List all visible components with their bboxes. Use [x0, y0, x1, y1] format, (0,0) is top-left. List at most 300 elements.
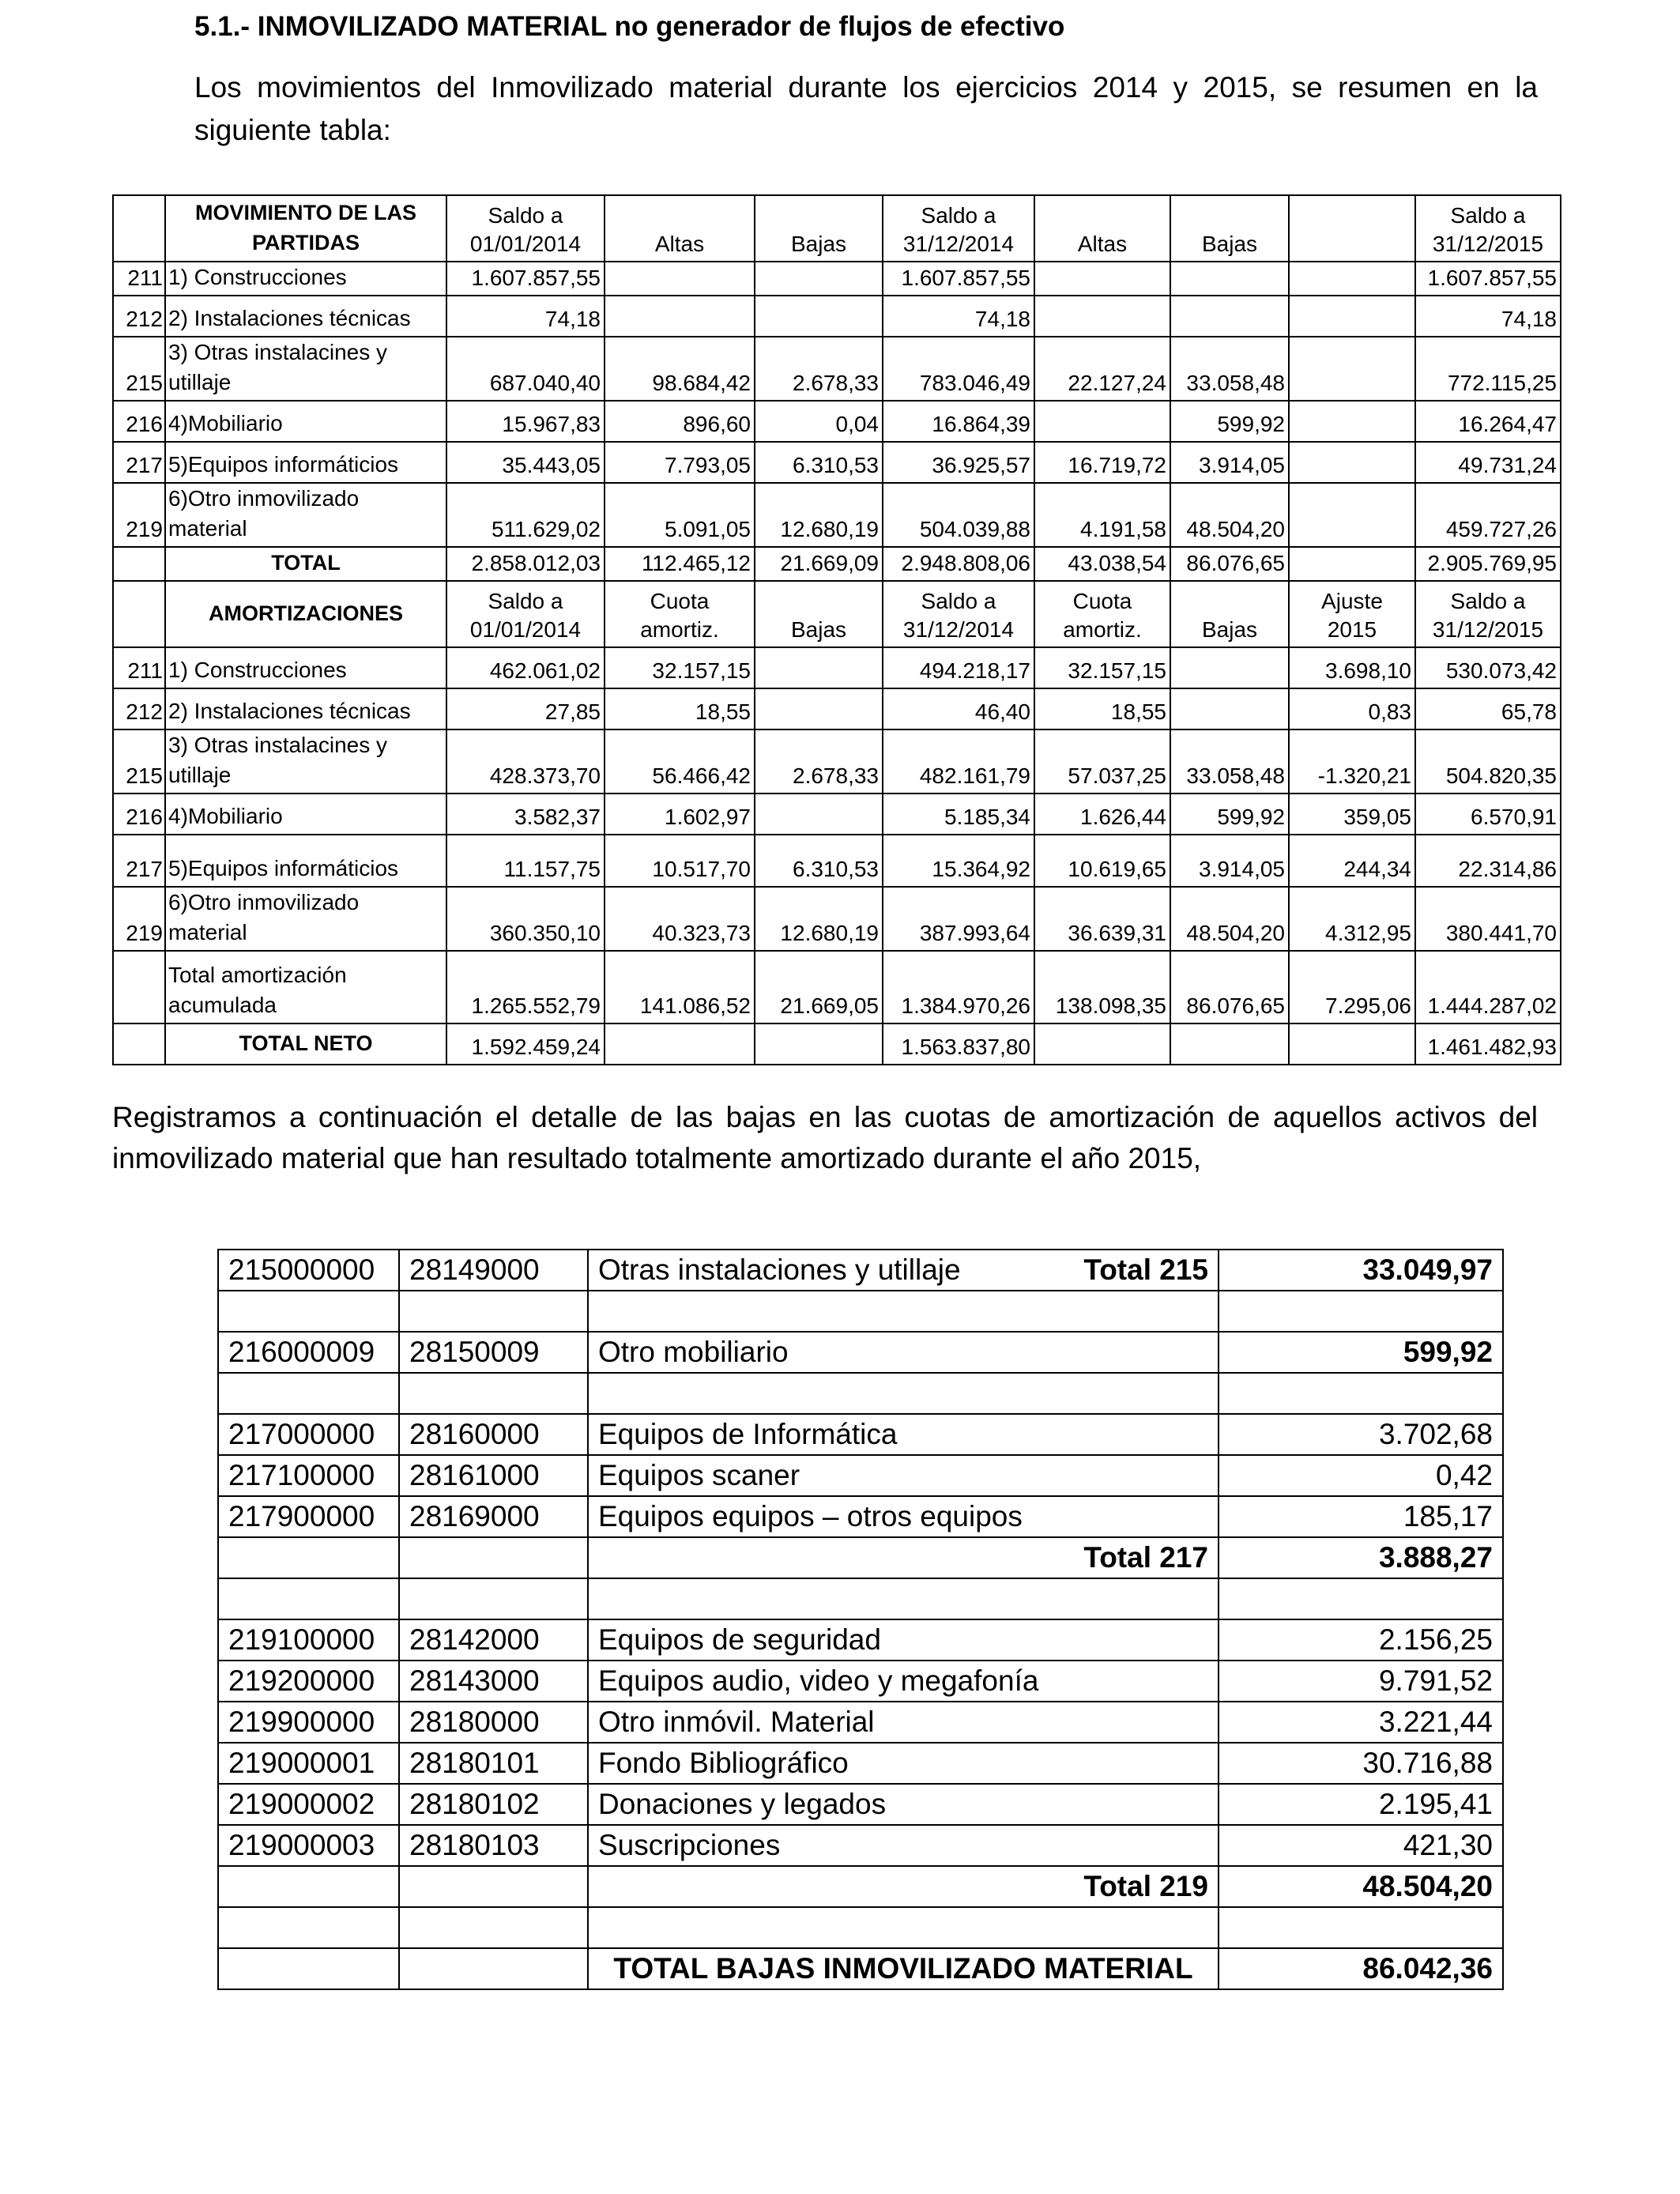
header-depreciation: [605, 581, 755, 647]
row-label: 3) Otras instalacines y utillaje: [165, 337, 446, 401]
list-item: [218, 1373, 1503, 1414]
row-value: 6.570,91: [1415, 794, 1561, 835]
row-value: 138.098,35: [1034, 951, 1170, 1023]
disposals-detail-table: [217, 1249, 1504, 1990]
description: [588, 1496, 1219, 1537]
row-value: [605, 262, 755, 296]
table-row: [113, 442, 1561, 483]
row-value: 6.310,53: [755, 835, 883, 887]
row-value: 599,92: [1170, 794, 1289, 835]
header-disposals: Bajas: [755, 581, 883, 647]
description: [588, 1825, 1219, 1866]
list-item: [218, 1250, 1503, 1291]
header-opening-balance: [446, 195, 605, 262]
row-value: 1.444.287,02: [1415, 951, 1561, 1023]
depreciation-account: 28142000: [399, 1619, 588, 1661]
row-label: 1) Construcciones: [165, 262, 446, 296]
header-empty: [1289, 195, 1415, 262]
description-text: Equipos scaner: [598, 1459, 800, 1491]
inline-total-label: Total 215: [1083, 1253, 1208, 1286]
row-value: 74,18: [446, 296, 605, 337]
list-item: [218, 1455, 1503, 1496]
description-text: TOTAL BAJAS INMOVILIZADO MATERIAL: [613, 1952, 1193, 1985]
amount: 3.702,68: [1219, 1414, 1503, 1455]
row-value: 15.967,83: [446, 401, 605, 442]
description: [588, 1332, 1219, 1373]
asset-account: 219200000: [218, 1661, 399, 1702]
row-value: 3.582,37: [446, 794, 605, 835]
table-row: [113, 951, 1561, 1023]
amount: 421,30: [1219, 1825, 1503, 1866]
row-value: 687.040,40: [446, 337, 605, 401]
depreciation-account: 28143000: [399, 1661, 588, 1702]
header-depreciation-2015: [1034, 581, 1170, 647]
asset-account: [218, 1948, 399, 1989]
header-depreciation-2015-line2: amortiz.: [1063, 617, 1142, 642]
row-value: 18,55: [605, 688, 755, 729]
row-value: 360.350,10: [446, 887, 605, 951]
row-value: [1170, 1023, 1289, 1065]
depreciation-account: [399, 1537, 588, 1578]
header-balance-2014-line1: Saldo a: [921, 203, 996, 228]
header-disposals-2015: Bajas: [1170, 195, 1289, 262]
depreciation-account: [399, 1291, 588, 1332]
account-code: 212: [113, 688, 165, 729]
header-balance-2015-line1: Saldo a: [1450, 589, 1526, 613]
list-item: [218, 1332, 1503, 1373]
asset-account: 219100000: [218, 1619, 399, 1661]
row-value: 141.086,52: [605, 951, 755, 1023]
amount: 0,42: [1219, 1455, 1503, 1496]
row-value: 11.157,75: [446, 835, 605, 887]
header-balance-2015-line1: Saldo a: [1450, 203, 1526, 228]
row-value: 1.607.857,55: [446, 262, 605, 296]
asset-account: [218, 1373, 399, 1414]
header-label: MOVIMIENTO DE LAS PARTIDAS: [165, 195, 446, 262]
header-balance-2014: [883, 195, 1034, 262]
row-value: 1.265.552,79: [446, 951, 605, 1023]
row-value: 48.504,20: [1170, 887, 1289, 951]
list-item: [218, 1496, 1503, 1537]
row-value: 459.727,26: [1415, 483, 1561, 547]
row-value: 12.680,19: [755, 887, 883, 951]
row-value: 504.820,35: [1415, 729, 1561, 794]
depreciation-account: 28169000: [399, 1496, 588, 1537]
row-value: [755, 794, 883, 835]
amount: 3.888,27: [1219, 1537, 1503, 1578]
account-code: 219: [113, 483, 165, 547]
description: [588, 1537, 1219, 1578]
description: [588, 1250, 1219, 1291]
row-value: 511.629,02: [446, 483, 605, 547]
row-value: 32.157,15: [605, 647, 755, 688]
header-adjustment-line1: Ajuste: [1321, 589, 1383, 613]
asset-account: 219900000: [218, 1702, 399, 1743]
header-balance-2015-line2: 31/12/2015: [1432, 232, 1544, 256]
row-value: 1.461.482,93: [1415, 1023, 1561, 1065]
account-code: [113, 951, 165, 1023]
row-label: Total amortización acumulada: [165, 951, 446, 1023]
section-title: 5.1.- INMOVILIZADO MATERIAL no generador de flujos de efectivo: [194, 11, 1065, 42]
row-value: [755, 1023, 883, 1065]
header-balance-2014-line2: 31/12/2014: [902, 232, 1015, 256]
row-value: 86.076,65: [1170, 951, 1289, 1023]
row-value: 7.793,05: [605, 442, 755, 483]
header-code: [113, 581, 165, 647]
row-value: 5.185,34: [883, 794, 1034, 835]
row-value: 10.619,65: [1034, 835, 1170, 887]
description: [588, 1784, 1219, 1825]
row-value: 35.443,05: [446, 442, 605, 483]
amount: 30.716,88: [1219, 1743, 1503, 1784]
row-value: 428.373,70: [446, 729, 605, 794]
header-adjustment-line2: 2015: [1327, 617, 1377, 642]
row-value: [1034, 401, 1170, 442]
row-value: 1.563.837,80: [883, 1023, 1034, 1065]
row-value: 56.466,42: [605, 729, 755, 794]
row-value: 1.592.459,24: [446, 1023, 605, 1065]
asset-account: [218, 1866, 399, 1907]
row-value: 10.517,70: [605, 835, 755, 887]
row-value: 36.925,57: [883, 442, 1034, 483]
amount: [1219, 1373, 1503, 1414]
account-code: 217: [113, 835, 165, 887]
asset-account: [218, 1578, 399, 1619]
account-code: [113, 547, 165, 581]
row-value: [1289, 401, 1415, 442]
amount: 2.156,25: [1219, 1619, 1503, 1661]
table-row: [113, 729, 1561, 794]
row-value: 49.731,24: [1415, 442, 1561, 483]
row-value: 112.465,12: [605, 547, 755, 581]
row-value: 0,83: [1289, 688, 1415, 729]
row-value: 0,04: [755, 401, 883, 442]
header-depreciation-2015-line1: Cuota: [1072, 589, 1132, 613]
row-value: 482.161,79: [883, 729, 1034, 794]
asset-account: 215000000: [218, 1250, 399, 1291]
row-value: 3.914,05: [1170, 442, 1289, 483]
row-value: 48.504,20: [1170, 483, 1289, 547]
row-value: [1289, 1023, 1415, 1065]
row-value: 3.698,10: [1289, 647, 1415, 688]
table-row: [113, 647, 1561, 688]
table-row: [113, 547, 1561, 581]
row-value: 74,18: [883, 296, 1034, 337]
description: [588, 1291, 1219, 1332]
row-value: 2.678,33: [755, 729, 883, 794]
account-code: 219: [113, 887, 165, 951]
row-value: 74,18: [1415, 296, 1561, 337]
row-value: 33.058,48: [1170, 729, 1289, 794]
row-value: [1289, 547, 1415, 581]
row-value: 380.441,70: [1415, 887, 1561, 951]
row-label: 5)Equipos informáticios: [165, 835, 446, 887]
row-value: [1034, 296, 1170, 337]
row-value: 4.312,95: [1289, 887, 1415, 951]
table-row: [113, 688, 1561, 729]
row-value: [1034, 1023, 1170, 1065]
row-value: 2.905.769,95: [1415, 547, 1561, 581]
row-value: [1289, 337, 1415, 401]
header-additions: Altas: [605, 195, 755, 262]
asset-account: 219000002: [218, 1784, 399, 1825]
account-code: 216: [113, 794, 165, 835]
row-value: [1289, 262, 1415, 296]
list-item: [218, 1825, 1503, 1866]
amount: 599,92: [1219, 1332, 1503, 1373]
description-text: Otras instalaciones y utillaje: [598, 1253, 961, 1286]
row-value: [1034, 262, 1170, 296]
row-value: 57.037,25: [1034, 729, 1170, 794]
depreciation-account: [399, 1866, 588, 1907]
header-opening-balance-line2: 01/01/2014: [469, 232, 582, 256]
row-value: 387.993,64: [883, 887, 1034, 951]
list-item: [218, 1619, 1503, 1661]
account-code: 212: [113, 296, 165, 337]
depreciation-account: 28160000: [399, 1414, 588, 1455]
table-row: [113, 296, 1561, 337]
row-value: 599,92: [1170, 401, 1289, 442]
row-value: 33.058,48: [1170, 337, 1289, 401]
description: [588, 1414, 1219, 1455]
list-item: [218, 1948, 1503, 1989]
row-label: 4)Mobiliario: [165, 401, 446, 442]
description: [588, 1661, 1219, 1702]
row-label: 2) Instalaciones técnicas: [165, 296, 446, 337]
table-row: [113, 483, 1561, 547]
amortizations-header-row: [113, 581, 1561, 647]
header-code: [113, 195, 165, 262]
row-value: 2.678,33: [755, 337, 883, 401]
depreciation-account: 28150009: [399, 1332, 588, 1373]
asset-account: 216000009: [218, 1332, 399, 1373]
description-text: Equipos audio, video y megafonía: [598, 1664, 1039, 1697]
row-value: 2.858.012,03: [446, 547, 605, 581]
row-value: 244,34: [1289, 835, 1415, 887]
table-row: [113, 887, 1561, 951]
list-item: [218, 1702, 1503, 1743]
amount: 48.504,20: [1219, 1866, 1503, 1907]
header-depreciation-line1: Cuota: [650, 589, 710, 613]
list-item: [218, 1537, 1503, 1578]
description-text: Equipos de seguridad: [598, 1623, 881, 1656]
row-label: 6)Otro inmovilizado material: [165, 483, 446, 547]
row-value: 18,55: [1034, 688, 1170, 729]
header-balance-2015: [1415, 195, 1561, 262]
account-code: 215: [113, 337, 165, 401]
row-value: [1170, 688, 1289, 729]
row-value: 3.914,05: [1170, 835, 1289, 887]
row-value: 1.626,44: [1034, 794, 1170, 835]
row-value: [1289, 442, 1415, 483]
header-balance-2015: [1415, 581, 1561, 647]
row-label: 1) Construcciones: [165, 647, 446, 688]
row-value: 36.639,31: [1034, 887, 1170, 951]
row-value: 12.680,19: [755, 483, 883, 547]
depreciation-account: 28161000: [399, 1455, 588, 1496]
description: [588, 1619, 1219, 1661]
depreciation-account: [399, 1907, 588, 1948]
header-adjustment: [1289, 581, 1415, 647]
row-value: [1289, 483, 1415, 547]
header-additions-2015: Altas: [1034, 195, 1170, 262]
row-value: 896,60: [605, 401, 755, 442]
depreciation-account: 28180102: [399, 1784, 588, 1825]
amount: 185,17: [1219, 1496, 1503, 1537]
row-value: 21.669,09: [755, 547, 883, 581]
asset-account: [218, 1907, 399, 1948]
movements-header-row: [113, 195, 1561, 262]
header-opening-balance-line1: Saldo a: [488, 203, 563, 228]
movements-table: [112, 194, 1561, 1065]
amount: [1219, 1907, 1503, 1948]
row-value: 359,05: [1289, 794, 1415, 835]
description: [588, 1948, 1219, 1989]
row-value: [755, 296, 883, 337]
description-text: Total 219: [1083, 1870, 1208, 1902]
amount: [1219, 1291, 1503, 1332]
row-value: 32.157,15: [1034, 647, 1170, 688]
row-value: 43.038,54: [1034, 547, 1170, 581]
depreciation-account: [399, 1948, 588, 1989]
row-label: 4)Mobiliario: [165, 794, 446, 835]
description-text: Suscripciones: [598, 1829, 781, 1861]
header-opening-balance-line2: 01/01/2014: [469, 617, 582, 642]
table-row: [113, 1023, 1561, 1065]
row-value: 22.127,24: [1034, 337, 1170, 401]
row-value: [1170, 262, 1289, 296]
row-value: 530.073,42: [1415, 647, 1561, 688]
amount: 2.195,41: [1219, 1784, 1503, 1825]
row-label: 3) Otras instalacines y utillaje: [165, 729, 446, 794]
table-row: [113, 337, 1561, 401]
row-label: 5)Equipos informáticios: [165, 442, 446, 483]
row-value: 783.046,49: [883, 337, 1034, 401]
asset-account: 217000000: [218, 1414, 399, 1455]
intro-paragraph: Los movimientos del Inmovilizado material durante los ejercicios 2014 y 2015, se resumen en la siguiente tabla:: [194, 71, 1538, 146]
header-opening-balance-line1: Saldo a: [488, 589, 563, 613]
depreciation-account: 28180000: [399, 1702, 588, 1743]
table-row: [113, 794, 1561, 835]
asset-account: 219000001: [218, 1743, 399, 1784]
description: [588, 1743, 1219, 1784]
account-code: 211: [113, 647, 165, 688]
row-value: 86.076,65: [1170, 547, 1289, 581]
row-value: 15.364,92: [883, 835, 1034, 887]
row-value: [755, 262, 883, 296]
header-label: AMORTIZACIONES: [165, 581, 446, 647]
description: [588, 1866, 1219, 1907]
table-row: [113, 401, 1561, 442]
description: [588, 1907, 1219, 1948]
list-item: [218, 1578, 1503, 1619]
row-value: [755, 647, 883, 688]
row-value: 1.602,97: [605, 794, 755, 835]
row-value: 27,85: [446, 688, 605, 729]
row-value: [1289, 296, 1415, 337]
row-value: 462.061,02: [446, 647, 605, 688]
row-value: 1.607.857,55: [883, 262, 1034, 296]
description-text: Donaciones y legados: [598, 1788, 887, 1820]
description: [588, 1702, 1219, 1743]
depreciation-account: [399, 1373, 588, 1414]
row-value: 46,40: [883, 688, 1034, 729]
list-item: [218, 1907, 1503, 1948]
table-row: [113, 835, 1561, 887]
description-text: Otro mobiliario: [598, 1336, 789, 1368]
asset-account: 217100000: [218, 1455, 399, 1496]
amount: 3.221,44: [1219, 1702, 1503, 1743]
header-depreciation-line2: amortiz.: [640, 617, 719, 642]
amount: [1219, 1578, 1503, 1619]
row-value: 772.115,25: [1415, 337, 1561, 401]
description-text: Equipos equipos – otros equipos: [598, 1500, 1023, 1532]
list-item: [218, 1291, 1503, 1332]
row-value: 1.607.857,55: [1415, 262, 1561, 296]
row-value: [1170, 647, 1289, 688]
depreciation-account: 28149000: [399, 1250, 588, 1291]
row-value: 2.948.808,06: [883, 547, 1034, 581]
row-value: [755, 688, 883, 729]
account-code: 211: [113, 262, 165, 296]
header-balance-2014-line2: 31/12/2014: [902, 617, 1015, 642]
row-value: 494.218,17: [883, 647, 1034, 688]
row-value: [605, 296, 755, 337]
row-value: 16.264,47: [1415, 401, 1561, 442]
amount: 33.049,97: [1219, 1250, 1503, 1291]
list-item: [218, 1743, 1503, 1784]
row-label: 6)Otro inmovilizado material: [165, 887, 446, 951]
row-value: 98.684,42: [605, 337, 755, 401]
account-code: 216: [113, 401, 165, 442]
row-label: 2) Instalaciones técnicas: [165, 688, 446, 729]
row-value: 4.191,58: [1034, 483, 1170, 547]
description: [588, 1578, 1219, 1619]
row-value: 7.295,06: [1289, 951, 1415, 1023]
row-value: 21.669,05: [755, 951, 883, 1023]
account-code: 217: [113, 442, 165, 483]
account-code: 215: [113, 729, 165, 794]
asset-account: 219000003: [218, 1825, 399, 1866]
depreciation-account: 28180101: [399, 1743, 588, 1784]
row-value: 16.864,39: [883, 401, 1034, 442]
description-text: Fondo Bibliográfico: [598, 1747, 849, 1779]
asset-account: [218, 1537, 399, 1578]
detail-intro-paragraph: Registramos a continuación el detalle de las bajas en las cuotas de amortización de aquellos activos del inmovilizado material que han resultado totalmente amortizado durante el año 2015,: [112, 1101, 1538, 1174]
description: [588, 1455, 1219, 1496]
list-item: [218, 1784, 1503, 1825]
asset-account: 217900000: [218, 1496, 399, 1537]
row-value: 5.091,05: [605, 483, 755, 547]
row-value: 65,78: [1415, 688, 1561, 729]
row-value: 1.384.970,26: [883, 951, 1034, 1023]
header-disposals-2015: Bajas: [1170, 581, 1289, 647]
depreciation-account: [399, 1578, 588, 1619]
description: [588, 1373, 1219, 1414]
header-balance-2014-line1: Saldo a: [921, 589, 996, 613]
row-label: TOTAL NETO: [165, 1023, 446, 1065]
amount: 9.791,52: [1219, 1661, 1503, 1702]
row-value: 40.323,73: [605, 887, 755, 951]
account-code: [113, 1023, 165, 1065]
description-text: Total 217: [1083, 1541, 1208, 1574]
asset-account: [218, 1291, 399, 1332]
table-row: [113, 262, 1561, 296]
row-value: 504.039,88: [883, 483, 1034, 547]
list-item: [218, 1661, 1503, 1702]
list-item: [218, 1414, 1503, 1455]
row-value: 16.719,72: [1034, 442, 1170, 483]
